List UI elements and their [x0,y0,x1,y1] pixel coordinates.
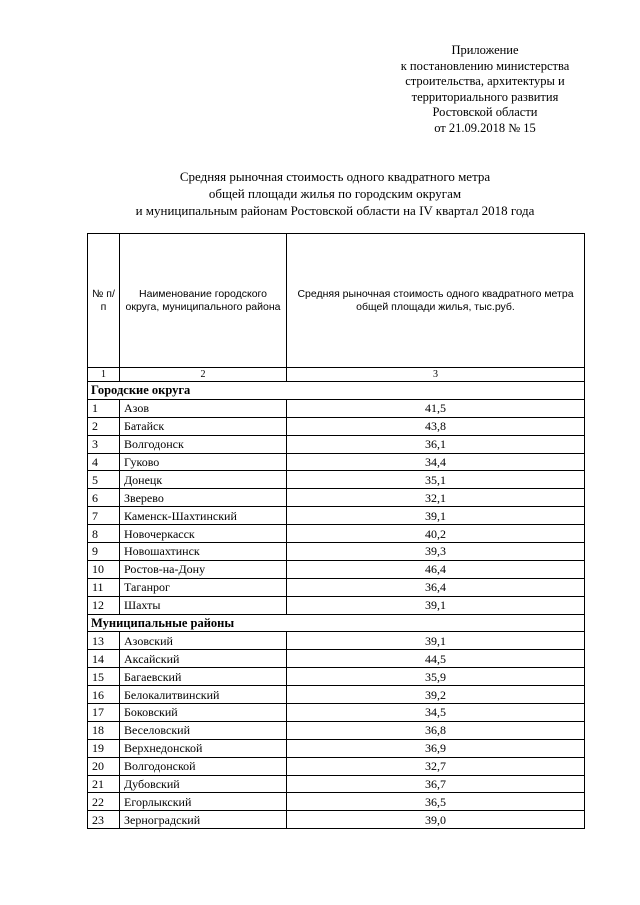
row-value: 32,1 [287,489,585,507]
row-name: Дубовский [120,775,287,793]
row-number: 16 [88,686,120,704]
row-value: 36,4 [287,578,585,596]
price-table [87,233,585,829]
table-row [88,560,585,578]
table-row [88,435,585,453]
document-title [60,168,610,219]
row-value: 36,8 [287,721,585,739]
row-number: 12 [88,596,120,614]
table-row [88,704,585,722]
table-row [88,596,585,614]
row-value: 32,7 [287,757,585,775]
row-number: 9 [88,543,120,561]
table-row [88,757,585,775]
section-row [88,614,585,632]
row-name: Гуково [120,453,287,471]
row-value: 39,1 [287,507,585,525]
row-number: 23 [88,811,120,829]
column-number-row [88,368,585,382]
table-row [88,775,585,793]
row-value: 35,9 [287,668,585,686]
row-name: Волгодонск [120,435,287,453]
row-number: 14 [88,650,120,668]
row-name: Новошахтинск [120,543,287,561]
row-name: Боковский [120,704,287,722]
row-name: Таганрог [120,578,287,596]
row-value: 39,2 [287,686,585,704]
row-value: 44,5 [287,650,585,668]
row-value: 40,2 [287,525,585,543]
title-line: общей площади жилья по городским округам [208,186,462,201]
row-number: 2 [88,417,120,435]
row-number: 4 [88,453,120,471]
column-number: 3 [287,368,585,382]
table-row [88,686,585,704]
table-row [88,471,585,489]
row-value: 39,3 [287,543,585,561]
table-row [88,739,585,757]
table-row [88,721,585,739]
row-number: 10 [88,560,120,578]
row-name: Ростов-на-Дону [120,560,287,578]
column-number: 2 [120,368,287,382]
row-value: 43,8 [287,417,585,435]
row-value: 34,4 [287,453,585,471]
table-row [88,489,585,507]
row-number: 3 [88,435,120,453]
title-line: и муниципальным районам Ростовской области на IV квартал 2018 года [135,203,535,218]
table-row [88,632,585,650]
table-row [88,399,585,417]
header-value: Средняя рыночная стоимость одного квадратного метра общей площади жилья, тыс.руб. [287,234,585,368]
appendix-line: Приложение [451,43,519,57]
row-name: Азов [120,399,287,417]
row-name: Верхнедонской [120,739,287,757]
table-row [88,811,585,829]
table-row [88,578,585,596]
row-name: Батайск [120,417,287,435]
row-number: 5 [88,471,120,489]
appendix-line: Ростовской области [432,105,538,120]
row-value: 39,1 [287,596,585,614]
appendix-line: территориального развития [411,89,559,104]
row-name: Донецк [120,471,287,489]
row-name: Новочеркасск [120,525,287,543]
table-row [88,507,585,525]
row-number: 18 [88,721,120,739]
row-name: Егорлыкский [120,793,287,811]
row-number: 15 [88,668,120,686]
table-row [88,668,585,686]
table-header-row [88,234,585,368]
row-name: Зверево [120,489,287,507]
row-number: 11 [88,578,120,596]
row-number: 1 [88,399,120,417]
appendix-line: от 21.09.2018 № 15 [434,120,536,135]
row-number: 7 [88,507,120,525]
row-name: Белокалитвинский [120,686,287,704]
header-name: Наименование городского округа, муниципального района [120,234,287,368]
row-name: Волгодонской [120,757,287,775]
table-row [88,650,585,668]
column-number: 1 [88,368,120,382]
row-value: 34,5 [287,704,585,722]
appendix-line: к постановлению министерства [400,58,570,73]
table-row [88,543,585,561]
row-name: Багаевский [120,668,287,686]
row-name: Веселовский [120,721,287,739]
row-number: 17 [88,704,120,722]
table-row [88,525,585,543]
row-number: 21 [88,775,120,793]
title-line: Средняя рыночная стоимость одного квадратного метра [179,169,491,184]
row-value: 36,5 [287,793,585,811]
row-name: Каменск-Шахтинский [120,507,287,525]
row-name: Шахты [120,596,287,614]
row-number: 22 [88,793,120,811]
row-value: 36,7 [287,775,585,793]
appendix-block [380,43,590,137]
row-name: Азовский [120,632,287,650]
row-number: 20 [88,757,120,775]
row-number: 19 [88,739,120,757]
table-row [88,793,585,811]
header-num: № п/п [88,234,120,368]
row-value: 39,0 [287,811,585,829]
row-value: 46,4 [287,560,585,578]
section-row [88,382,585,400]
section-title: Муниципальные районы [88,614,585,632]
table-row [88,453,585,471]
row-name: Аксайский [120,650,287,668]
row-value: 39,1 [287,632,585,650]
row-value: 36,1 [287,435,585,453]
row-value: 35,1 [287,471,585,489]
table-row [88,417,585,435]
row-value: 36,9 [287,739,585,757]
row-name: Зерноградский [120,811,287,829]
row-number: 8 [88,525,120,543]
row-number: 13 [88,632,120,650]
row-value: 41,5 [287,399,585,417]
row-number: 6 [88,489,120,507]
appendix-line: строительства, архитектуры и [405,74,565,89]
section-title: Городские округа [88,382,585,400]
